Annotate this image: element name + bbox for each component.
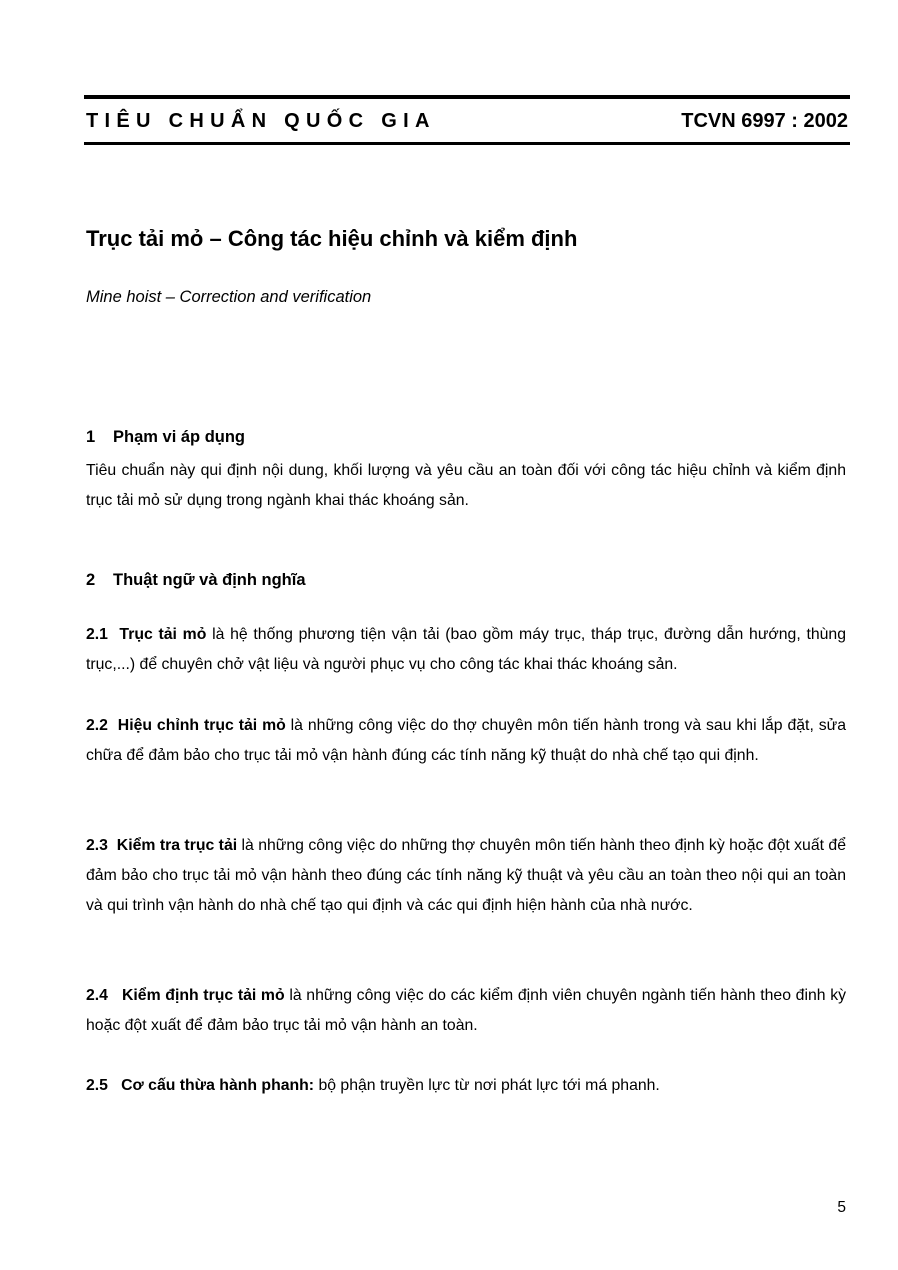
standard-series-label: TIÊU CHUẨN QUỐC GIA [86,110,436,132]
definition-text: là hệ thống phương tiện vận tải (bao gồm máy trục, tháp trục, đường dẫn hướng, thùng trục,...) để chuyên chở vật liệu và người phục vụ cho công tác khai thác khoáng sản. [86,626,846,673]
definition-term: Cơ cấu thừa hành phanh: [121,1077,315,1094]
definition-term: Hiệu chỉnh trục tải mỏ [117,717,286,734]
standard-code: TCVN 6997 : 2002 [681,110,848,132]
definition-2-5 [86,1071,846,1101]
page-number: 5 [837,1199,846,1216]
section-number: 1 [86,428,96,446]
definition-text: là những công việc do các kiểm định viên chuyên ngành tiến hành theo đinh kỳ hoặc đột xuất để đảm bảo trục tải mỏ vận hành an toàn. [86,987,847,1034]
definition-text: bộ phận truyền lực từ nơi phát lực tới má phanh. [314,1077,660,1094]
definition-number: 2.3 [86,837,108,854]
definition-2-1 [86,620,846,680]
section-body-scope: Tiêu chuẩn này qui định nội dung, khối lượng và yêu cầu an toàn đối với công tác hiệu chỉnh và kiểm định trục tải mỏ sử dụng trong ngành khai thác khoáng sản. [86,462,846,509]
definition-text: là những công việc do những thợ chuyên môn tiến hành theo định kỳ hoặc đột xuất để đảm bảo cho trục tải mỏ vận hành theo đúng các tính năng kỹ thuật và yêu cầu an toàn theo nội qui an toàn và qui trình vận hành do nhà chế tạo qui định và các qui định hiện hành của nhà nước. [86,837,846,914]
definition-number: 2.2 [86,717,108,734]
definition-term: Trục tải mỏ [119,626,207,643]
definition-2-2 [86,711,846,771]
definition-number: 2.5 [86,1077,108,1094]
document-subtitle: Mine hoist – Correction and verification [86,288,372,306]
section-heading-terms [86,571,306,590]
definition-text: là những công việc do thợ chuyên môn tiến hành trong và sau khi lắp đặt, sửa chữa để đảm bảo cho trục tải mỏ vận hành đúng các tính năng kỹ thuật do nhà chế tạo qui định. [86,717,846,764]
section-heading-scope [86,428,245,447]
document-title: Trục tải mỏ – Công tác hiệu chỉnh và kiểm định [86,226,578,251]
header-bottom-rule [84,142,850,145]
definition-2-3 [86,831,846,921]
section-number: 2 [86,571,96,589]
header-top-rule [84,95,850,99]
section-title: Phạm vi áp dụng [113,428,246,446]
definition-2-4 [86,981,846,1041]
definition-term: Kiểm tra trục tải [116,837,238,854]
definition-term: Kiểm định trục tải mỏ [122,987,285,1004]
section-title: Thuật ngữ và định nghĩa [113,571,306,589]
definition-number: 2.1 [86,626,108,643]
definition-number: 2.4 [86,987,108,1004]
